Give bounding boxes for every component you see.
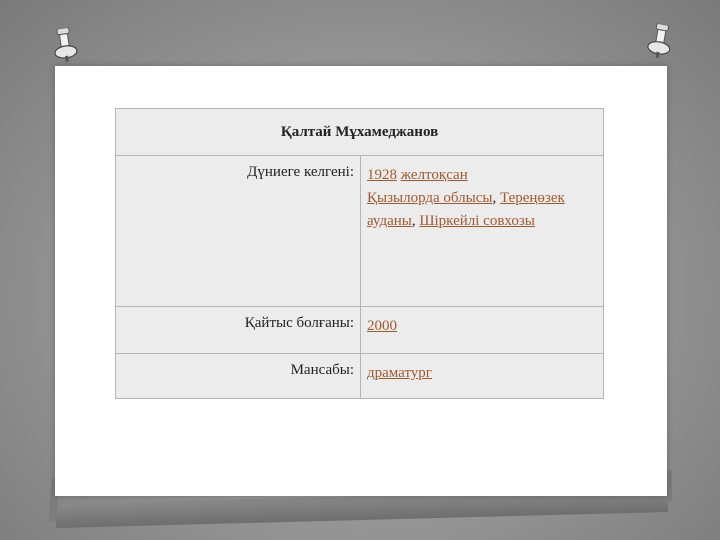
born-comma-1: ,: [492, 190, 497, 206]
born-region-link[interactable]: Қызылорда облысы: [367, 190, 493, 206]
infobox-row-born: [116, 156, 604, 307]
died-value: [361, 307, 604, 354]
born-year-link[interactable]: 1928: [367, 167, 397, 183]
infobox-title: Қалтай Мұхамеджанов: [116, 109, 604, 156]
infobox-row-died: [116, 307, 604, 354]
pushpin-right-icon: [644, 22, 676, 60]
born-month-link[interactable]: желтоқсан: [400, 167, 468, 183]
career-label: Мансабы:: [116, 354, 361, 399]
died-label: Қайтыс болғаны:: [116, 307, 361, 354]
pushpin-left-icon: [50, 26, 80, 63]
born-district-link[interactable]: Тереңөзек ауданы: [367, 190, 565, 229]
born-label: Дүниеге келгені:: [116, 156, 361, 307]
born-comma-2: ,: [411, 213, 416, 229]
born-value: [361, 156, 604, 307]
died-year-link[interactable]: 2000: [367, 318, 397, 334]
infobox-table: [115, 108, 604, 399]
career-link[interactable]: драматург: [367, 365, 432, 381]
born-place-link[interactable]: Шіркейлі совхозы: [419, 213, 535, 229]
career-value: [361, 354, 604, 399]
infobox-row-career: [116, 354, 604, 399]
